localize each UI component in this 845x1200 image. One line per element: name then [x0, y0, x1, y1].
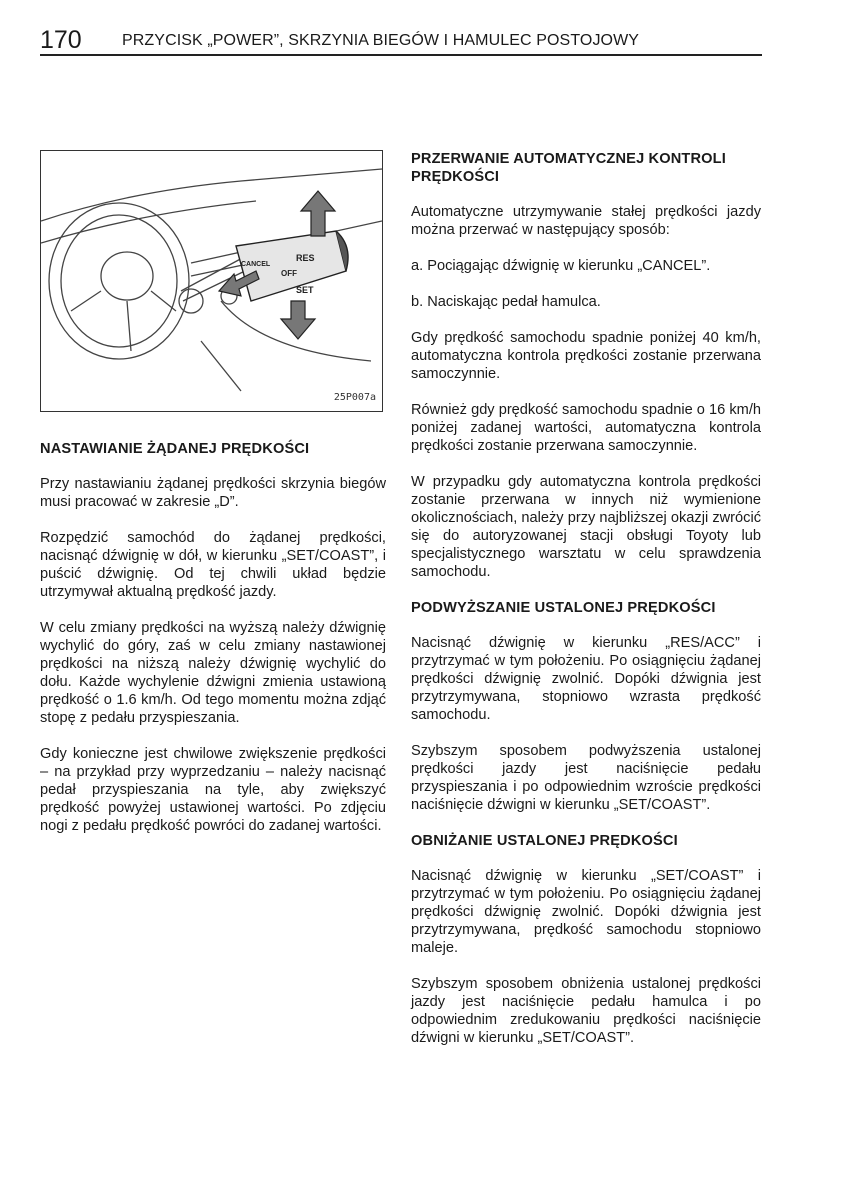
paragraph: W celu zmiany prędkości na wyższą należy dźwignię wychylić do góry, zaś w celu zmiany nastawionej prędkości na niższą należy dźwignię wychylić do dołu. Każde wychylenie dźwigni zmienia ustawioną prędkość o 1.6 km/h. Od tego momentu można zdjąć stopę z pedału przyspieszania. — [40, 620, 386, 726]
page-header — [40, 26, 762, 56]
paragraph: Gdy prędkość samochodu spadnie poniżej 40 km/h, automatyczna kontrola prędkości zostanie przerwana samoczynnie. — [411, 330, 761, 382]
arrow-up-icon — [301, 191, 335, 236]
page-number: 170 — [40, 26, 82, 54]
paragraph: Nacisnąć dźwignię w kierunku „RES/ACC” i przytrzymać w tym położeniu. Po osiągnięciu żądanej prędkości dźwignię zwolnić. Dopóki dźwignia jest przytrzymywana, stopniowo wzrasta prędkość samochodu. — [411, 635, 761, 723]
section-title-setting-speed: NASTAWIANIE ŻĄDANEJ PRĘDKOŚCI — [40, 441, 310, 457]
paragraph: W przypadku gdy automatyczna kontrola prędkości zostanie przerwana w innych niż wymienione okolicznościach, należy przy najbliższej okazji zwrócić się do autoryzowanej stacji obsługi Toyoty lub specjalistycznego warsztatu w celu sprawdzenia samochodu. — [411, 474, 761, 580]
lever-label-off: OFF — [281, 269, 297, 278]
section-title-increase-speed: PODWYŻSZANIE USTALONEJ PRĘDKOŚCI — [411, 600, 716, 616]
section-title-decrease-speed: OBNIŻANIE USTALONEJ PRĘDKOŚCI — [411, 833, 678, 849]
left-column — [40, 150, 386, 853]
paragraph: Również gdy prędkość samochodu spadnie o 16 km/h poniżej zadanej wartości, automatyczna kontrola prędkości zostanie przerwana samoczynnie. — [411, 402, 761, 454]
steering-wheel-lever-illustration — [41, 151, 382, 411]
lever-label-res: RES — [296, 253, 315, 263]
figure-code: 25P007a — [333, 392, 376, 403]
paragraph: Automatyczne utrzymywanie stałej prędkości jazdy można przerwać w następujący sposób: — [411, 204, 761, 238]
right-column — [411, 150, 761, 1065]
paragraph: Rozpędzić samochód do żądanej prędkości, nacisnąć dźwignię w dół, w kierunku „SET/COAST”, i puścić dźwignię. Od tej chwili układ będzie utrzymywał aktualną prędkość jazdy. — [40, 530, 386, 600]
paragraph: a. Pociągając dźwignię w kierunku „CANCEL”. — [411, 258, 711, 274]
paragraph: b. Naciskając pedał hamulca. — [411, 294, 601, 310]
lever-label-cancel: CANCEL — [241, 261, 271, 268]
running-title: PRZYCISK „POWER”, SKRZYNIA BIEGÓW I HAMULEC POSTOJOWY — [122, 32, 640, 49]
paragraph: Nacisnąć dźwignię w kierunku „SET/COAST” i przytrzymać w tym położeniu. Po osiągnięciu żądanej prędkości dźwignię zwolnić. Dopóki dźwignia jest przytrzymywana, prędkość samochodu stopniowo maleje. — [411, 868, 761, 956]
paragraph: Gdy konieczne jest chwilowe zwiększenie prędkości – na przykład przy wyprzedzaniu – należy nacisnąć pedał przyspieszania na tyle, aby zwiększyć prędkość powyżej ustawionej wartości. Po zdjęciu nogi z pedału prędkość powróci do zadanej wartości. — [40, 746, 386, 834]
cruise-lever — [236, 231, 348, 301]
arrow-down-icon — [281, 301, 315, 339]
cruise-control-figure — [40, 150, 383, 412]
paragraph: Szybszym sposobem podwyższenia ustalonej prędkości jazdy jest naciśnięcie pedału przyspieszania i po odpowiednim wzroście prędkości naciśnięcie dźwigni w kierunku „SET/COAST”. — [411, 743, 761, 813]
lever-label-set: SET — [296, 285, 314, 295]
paragraph: Szybszym sposobem obniżenia ustalonej prędkości jazdy jest naciśnięcie pedału hamulca i po odpowiednim zredukowaniu prędkości naciśnięcie dźwigni w kierunku „SET/COAST”. — [411, 976, 761, 1046]
paragraph: Przy nastawianiu żądanej prędkości skrzynia biegów musi pracować w zakresie „D”. — [40, 476, 386, 510]
section-title-cancel: PRZERWANIE AUTOMATYCZNEJ KONTROLI PRĘDKOŚCI — [411, 151, 726, 185]
